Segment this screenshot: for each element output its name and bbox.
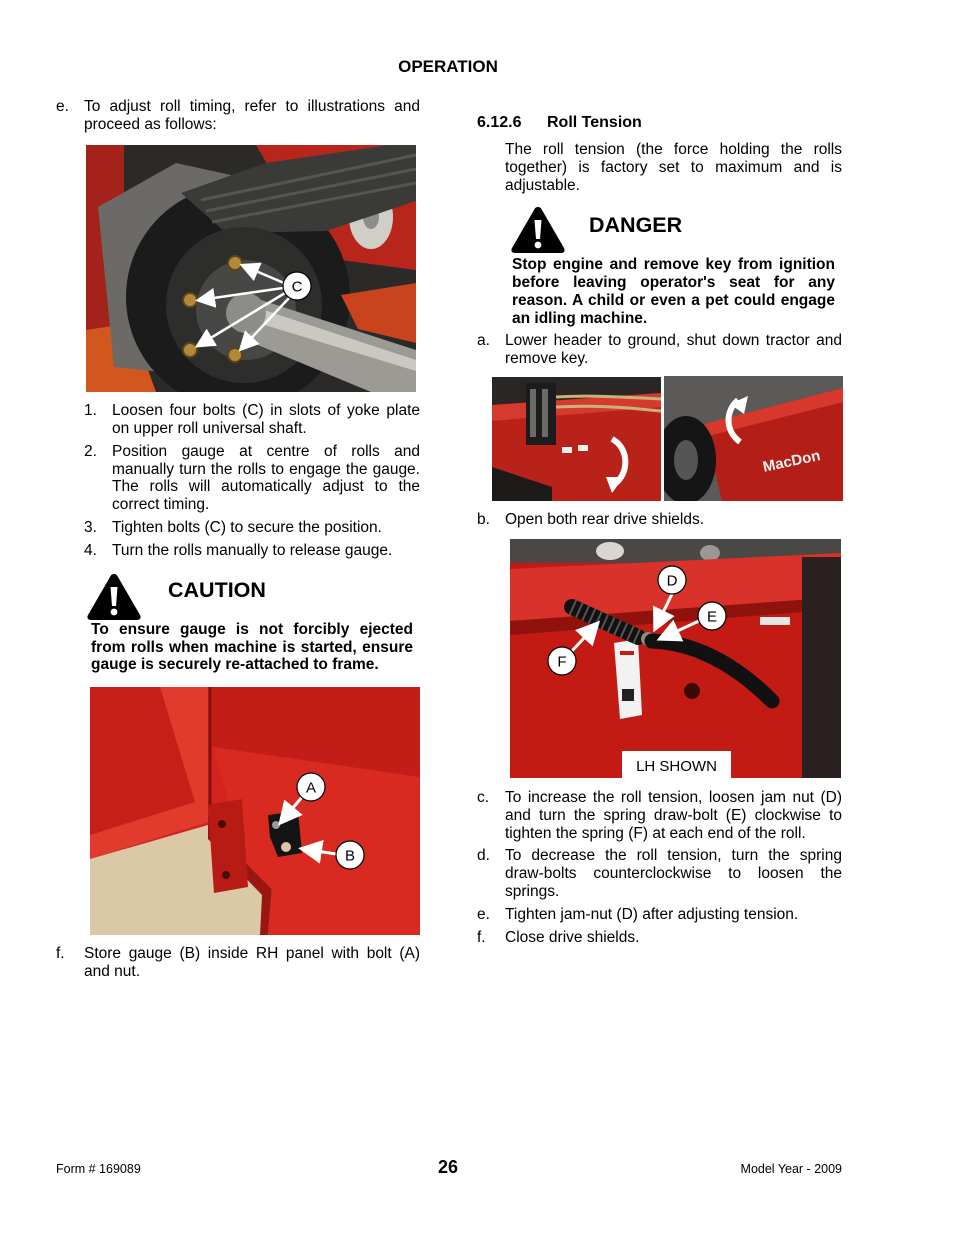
- step-e-text: To adjust roll timing, refer to illustrations and proceed as follows:: [84, 98, 420, 133]
- machinery-part: [700, 545, 720, 561]
- callout-c-label: C: [291, 278, 303, 296]
- step-4-text: Turn the rolls manually to release gauge.: [112, 542, 393, 559]
- callout-f-label: F: [557, 653, 567, 671]
- pulley-photo-drawing: [86, 145, 416, 392]
- danger-warning-icon: [510, 205, 566, 254]
- bolt: [183, 293, 197, 307]
- footer-model-year: Model Year - 2009: [740, 1162, 842, 1176]
- step-c-marker: c.: [477, 789, 490, 806]
- hydraulic-valve: [530, 389, 536, 437]
- callout-e-label: E: [706, 608, 718, 626]
- frame-hole: [684, 683, 700, 699]
- step-a-marker: a.: [477, 332, 490, 349]
- exclamation-dot: [111, 609, 118, 616]
- callout-a-label: A: [305, 779, 317, 797]
- bolt: [183, 343, 197, 357]
- machinery-part: [596, 542, 624, 560]
- figure-header-photo: [664, 376, 843, 501]
- figure-pulley-photo: [86, 145, 416, 392]
- page-header: OPERATION: [398, 57, 498, 76]
- step-f-marker: f.: [56, 945, 65, 962]
- step-3-text: Tighten bolts (C) to secure the position.: [112, 519, 382, 536]
- sticker: [578, 445, 588, 451]
- warning-triangle-icon: [86, 572, 142, 621]
- step-e-right-text: Tighten jam-nut (D) after adjusting tension.: [505, 906, 799, 923]
- gauge-hole: [281, 842, 291, 852]
- dark-side: [802, 557, 841, 778]
- sticker: [760, 617, 790, 625]
- caution-text: To ensure gauge is not forcibly ejected from rolls when machine is started, ensure gauge is securely re-attached to frame.: [91, 621, 413, 673]
- bolt: [228, 348, 242, 362]
- callout-d-label: D: [666, 572, 678, 590]
- gauge-bolt: [272, 821, 280, 829]
- macdon-logo: MacDon: [761, 447, 822, 476]
- decal-mark: [620, 651, 634, 655]
- step-c-text: To increase the roll tension, loosen jam nut (D) and turn the spring draw-bolt (E) clockwise to tighten the spring (F) at each end of the roll.: [505, 789, 842, 842]
- step-f-text: Store gauge (B) inside RH panel with bolt (A) and nut.: [84, 945, 420, 980]
- step-3-number: 3.: [84, 519, 97, 536]
- step-2-text: Position gauge at centre of rolls and manually turn the rolls to engage the gauge. The rolls will automatically adjust to the correct timing.: [112, 443, 420, 514]
- footer-form-number: Form # 169089: [56, 1162, 141, 1176]
- hydraulic-valve: [542, 389, 548, 437]
- exclamation-dot: [535, 242, 542, 249]
- lower-header-drawing: [492, 377, 661, 501]
- step-d-marker: d.: [477, 847, 490, 864]
- page-number: 26: [437, 1157, 459, 1177]
- warning-triangle-icon: [510, 205, 566, 254]
- sticker: [562, 447, 572, 453]
- side-bracket: [208, 799, 248, 893]
- tire-hub: [674, 440, 698, 480]
- figure-gauge-photo: [90, 687, 420, 935]
- step-1-number: 1.: [84, 402, 97, 419]
- step-4-number: 4.: [84, 542, 97, 559]
- bolt: [228, 256, 242, 270]
- caution-title: CAUTION: [168, 578, 266, 602]
- yoke-hub: [226, 293, 266, 333]
- step-e-right-marker: e.: [477, 906, 490, 923]
- lh-shown-label: LH SHOWN: [636, 758, 717, 775]
- bracket-hole: [218, 820, 226, 828]
- caution-warning-icon: [86, 572, 142, 621]
- callout-b-label: B: [344, 847, 356, 865]
- step-a-text: Lower header to ground, shut down tractor and remove key.: [505, 332, 842, 367]
- step-f-right-text: Close drive shields.: [505, 929, 640, 946]
- step-b-text: Open both rear drive shields.: [505, 511, 705, 528]
- spring-photo-drawing: [510, 539, 841, 778]
- figure-spring-photo: [510, 539, 841, 778]
- step-f-right-marker: f.: [477, 929, 486, 946]
- danger-text: Stop engine and remove key from ignition before leaving operator's seat for any reason. A child or even a pet could engage an idling machine.: [512, 256, 835, 327]
- step-d-text: To decrease the roll tension, turn the spring draw-bolts counterclockwise to loosen the springs.: [505, 847, 842, 900]
- decal-symbol: [622, 689, 634, 701]
- danger-title: DANGER: [589, 213, 683, 237]
- step-b-marker: b.: [477, 511, 490, 528]
- step-2-number: 2.: [84, 443, 97, 460]
- section-number: 6.12.6: [477, 114, 522, 131]
- bracket-hole: [222, 871, 230, 879]
- step-e-marker: e.: [56, 98, 69, 115]
- header-photo-drawing: [664, 376, 843, 501]
- figure-lower-header-photo: [492, 377, 661, 501]
- gauge-photo-drawing: [90, 687, 420, 935]
- section-intro: The roll tension (the force holding the rolls together) is factory set to maximum and is adjustable.: [505, 141, 842, 194]
- step-1-text: Loosen four bolts (C) in slots of yoke plate on upper roll universal shaft.: [112, 402, 420, 437]
- section-title: Roll Tension: [547, 114, 642, 131]
